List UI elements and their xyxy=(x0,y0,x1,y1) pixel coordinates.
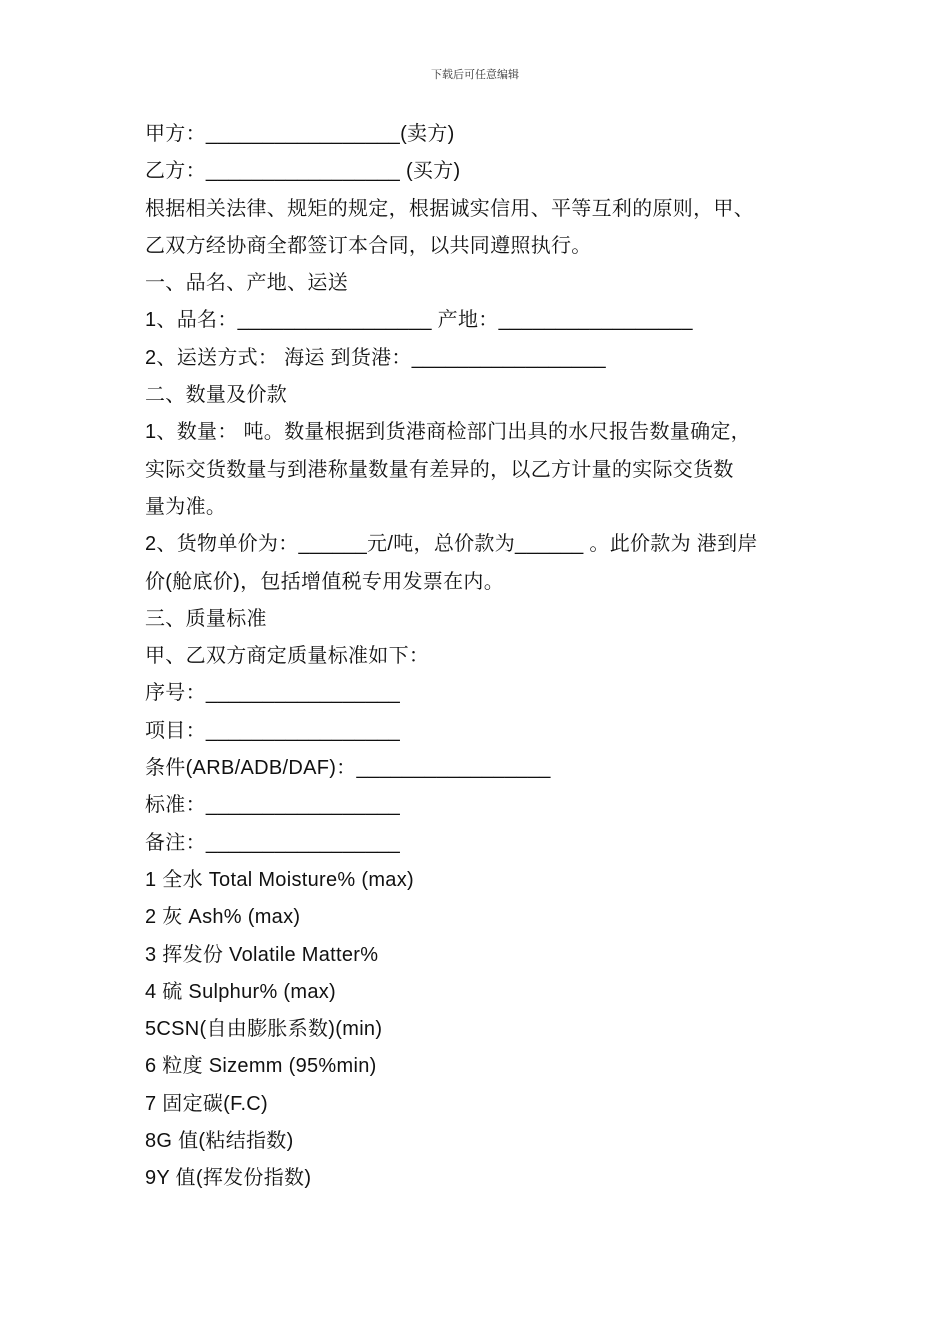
spec-ash: 2 灰 Ash% (max) xyxy=(145,906,301,929)
spec-size: 6 粒度 Sizemm (95%min) xyxy=(145,1055,377,1078)
item-field: 项目：_________________ xyxy=(145,719,401,742)
spec-volatile-matter: 3 挥发份 Volatile Matter% xyxy=(145,943,379,966)
condition-field: 条件(ARB/ADB/DAF)：_________________ xyxy=(145,757,551,780)
quality-intro-line: 甲、乙双方商定质量标准如下： xyxy=(145,645,430,668)
header-note: 下载后可任意编辑 xyxy=(431,68,519,81)
quantity-line-3: 量为准。 xyxy=(145,495,227,518)
price-line-1: 2、货物单价为：______元/吨，总价款为______ 。此价款为 港到岸 xyxy=(145,533,758,556)
spec-sulphur: 4 硫 Sulphur% (max) xyxy=(145,980,337,1003)
quantity-line-2: 实际交货数量与到港称量数量有差异的，以乙方计量的实际交货数 xyxy=(145,458,734,481)
section-heading-1: 一、品名、产地、运送 xyxy=(145,272,348,295)
intro-line-1: 根据相关法律、规矩的规定，根据诚实信用、平等互利的原则，甲、 xyxy=(145,197,754,220)
intro-line-2: 乙双方经协商全都签订本合同，以共同遵照执行。 xyxy=(145,234,592,257)
standard-field: 标准：_________________ xyxy=(145,794,401,817)
section-heading-2: 二、数量及价款 xyxy=(145,384,288,407)
remarks-field: 备注：_________________ xyxy=(145,831,401,854)
spec-total-moisture: 1 全水 Total Moisture% (max) xyxy=(145,868,414,891)
transport-line: 2、运送方式： 海运 到货港：_________________ xyxy=(145,346,606,369)
quantity-line-1: 1、数量： 吨。数量根据到货港商检部门出具的水尺报告数量确定， xyxy=(145,421,751,444)
price-line-2: 价(舱底价)，包括增值税专用发票在内。 xyxy=(145,570,505,593)
spec-g-value: 8G 值(粘结指数) xyxy=(145,1130,294,1153)
party-b-line: 乙方：_________________ (买方) xyxy=(145,160,461,183)
document-body xyxy=(145,116,815,1198)
spec-fixed-carbon: 7 固定碳(F.C) xyxy=(145,1092,268,1115)
spec-y-value: 9Y 值(挥发份指数) xyxy=(145,1167,312,1190)
party-a-line: 甲方：_________________(卖方) xyxy=(145,123,455,145)
spec-csn: 5CSN(自由膨胀系数)(min) xyxy=(145,1018,383,1041)
serial-number-field: 序号：_________________ xyxy=(145,682,401,705)
section-heading-3: 三、质量标准 xyxy=(145,607,267,630)
product-origin-line: 1、品名：_________________ 产地：_________________ xyxy=(145,309,693,332)
